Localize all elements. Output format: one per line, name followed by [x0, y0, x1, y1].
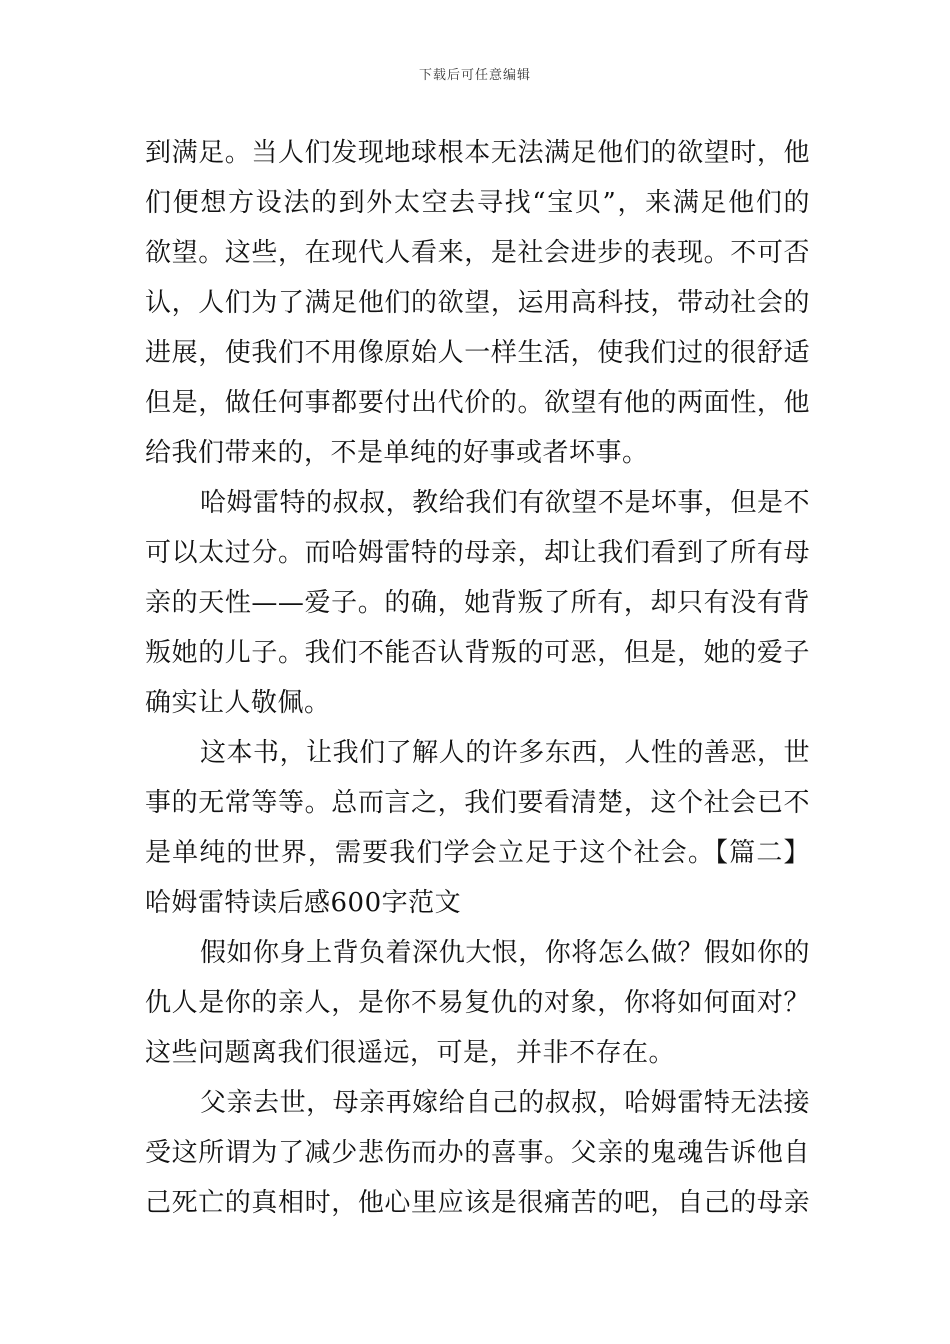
text-line: 们便想方设法的到外太空去寻找“宝贝”，来满足他们的	[145, 188, 810, 218]
text-line: 给我们带来的，不是单纯的好事或者坏事。	[145, 438, 649, 468]
text-line: 己死亡的真相时，他心里应该是很痛苦的吧，自己的母亲	[145, 1188, 810, 1218]
text-line: 到满足。当人们发现地球根本无法满足他们的欲望时，他	[145, 138, 810, 168]
text-line: 假如你身上背负着深仇大恨，你将怎么做？假如你的	[200, 938, 810, 968]
text-line: 事的无常等等。总而言之，我们要看清楚，这个社会已不	[145, 788, 810, 818]
text-line: 但是，做任何事都要付出代价的。欲望有他的两面性，他	[145, 388, 810, 418]
text-line: 进展，使我们不用像原始人一样生活，使我们过的很舒适	[145, 338, 810, 368]
text-line: 这本书，让我们了解人的许多东西，人性的善恶，世	[200, 738, 810, 768]
text-line: 仇人是你的亲人，是你不易复仇的对象，你将如何面对？	[145, 988, 810, 1018]
text-line: 确实让人敬佩。	[145, 688, 331, 718]
text-line: 欲望。这些，在现代人看来，是社会进步的表现。不可否	[145, 238, 810, 268]
text-line: 这些问题离我们很遥远，可是，并非不存在。	[145, 1038, 676, 1068]
text-line: 亲的天性——爱子。的确，她背叛了所有，却只有没有背	[145, 588, 810, 618]
text-line: 认，人们为了满足他们的欲望，运用高科技，带动社会的	[145, 288, 810, 318]
text-line: 哈姆雷特的叔叔，教给我们有欲望不是坏事，但是不	[200, 488, 810, 518]
text-line: 是单纯的世界，需要我们学会立足于这个社会。【篇二】	[145, 838, 810, 868]
text-line: 哈姆雷特读后感600字范文	[145, 888, 462, 918]
text-line: 叛她的儿子。我们不能否认背叛的可恶，但是，她的爱子	[145, 638, 810, 668]
document-body	[145, 128, 810, 1228]
text-line: 可以太过分。而哈姆雷特的母亲，却让我们看到了所有母	[145, 538, 810, 568]
text-line: 父亲去世，母亲再嫁给自己的叔叔，哈姆雷特无法接	[200, 1088, 810, 1118]
text-line: 受这所谓为了减少悲伤而办的喜事。父亲的鬼魂告诉他自	[145, 1138, 810, 1168]
page-header: 下载后可任意编辑	[418, 68, 531, 83]
